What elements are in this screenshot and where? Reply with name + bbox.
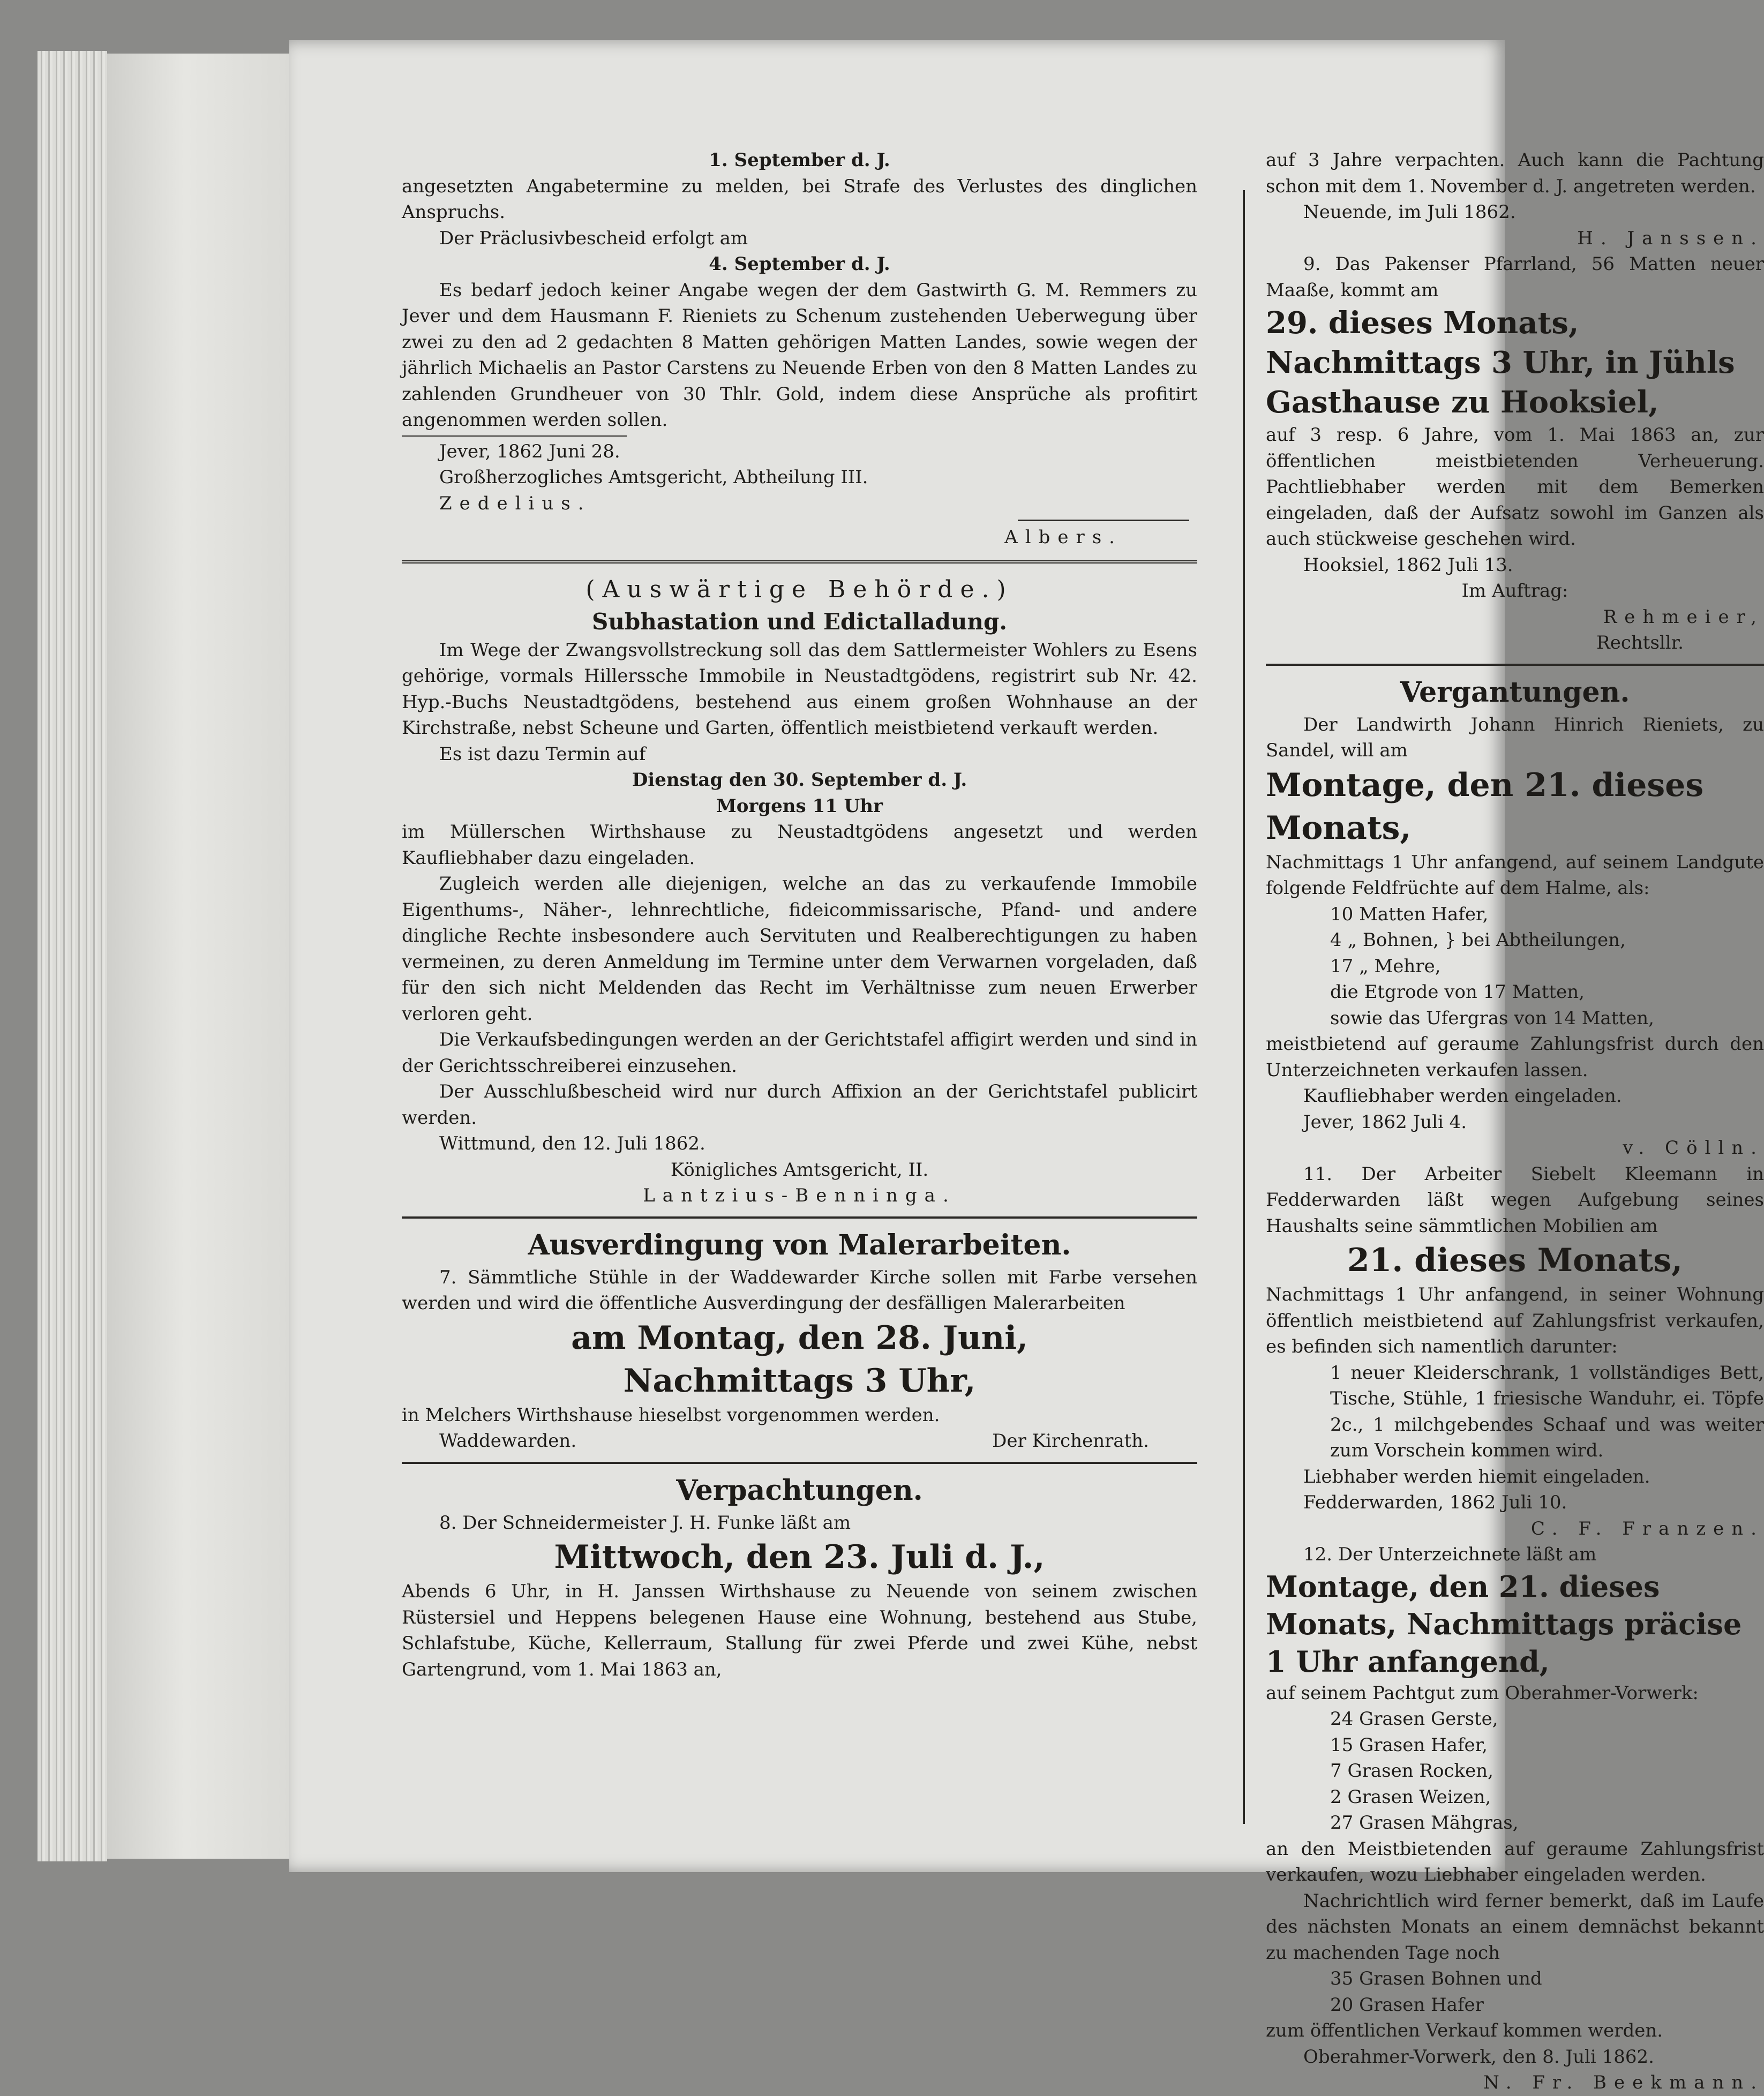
section-rule (402, 1462, 1197, 1464)
place-date: Oberahmer-Vorwerk, den 8. Juli 1862. (1303, 2046, 1654, 2068)
text-line: 12. Der Unterzeichnete läßt am (1303, 1544, 1597, 1565)
book-page-edges (37, 51, 107, 1861)
signature: Rehmeier, (1603, 606, 1764, 628)
list-item: 10 Matten Hafer, (1330, 903, 1489, 925)
list-item: 7 Grasen Rocken, (1330, 1760, 1493, 1782)
list-item: 35 Grasen Bohnen und (1330, 1968, 1542, 1989)
text-line: Kaufliebhaber werden eingeladen. (1303, 1085, 1622, 1107)
list-item: 27 Grasen Mähgras, (1330, 1812, 1519, 1834)
section-rule (402, 1216, 1197, 1219)
text-block: auf 3 Jahre verpachten. Auch kann die Pachtung schon mit dem 1. November d. J. angetreten werden. (1266, 149, 1764, 197)
text-line: Der Präclusivbescheid erfolgt am (439, 227, 748, 249)
text-line: zum öffentlichen Verkauf kommen werden. (1266, 2020, 1663, 2041)
section-rule (402, 560, 1197, 564)
place: Waddewarden. (439, 1430, 577, 1452)
date-heading-large: Mittwoch, den 23. Juli d. J., (554, 1538, 1045, 1576)
text-block: Nachrichtlich wird ferner bemerkt, daß im Laufe des nächsten Monats an einem demnächst bekannt zu machenden Tage noch (1266, 1890, 1764, 1964)
text-block: im Müllerschen Wirthshause zu Neustadtgödens angesetzt und werden Kaufliebhaber dazu eingeladen. (402, 821, 1197, 869)
list-item: 20 Grasen Hafer (1330, 1994, 1484, 2016)
place-date: Neuende, im Juli 1862. (1303, 201, 1516, 223)
place-date: Fedderwarden, 1862 Juli 10. (1303, 1492, 1567, 1513)
date-heading: 1. September d. J. (709, 149, 890, 171)
signature: H. Janssen. (1577, 227, 1764, 249)
text-block: 9. Das Pakenser Pfarrland, 56 Matten neuer Maaße, kommt am (1266, 253, 1764, 301)
list-item: 2 Grasen Weizen, (1330, 1786, 1491, 1808)
section-heading: Verpachtungen. (676, 1474, 923, 1507)
time-heading: Morgens 11 Uhr (716, 795, 883, 817)
book-gutter (107, 54, 300, 1859)
short-rule (402, 435, 627, 437)
signature: v. Cölln. (1623, 1137, 1764, 1159)
short-rule (1018, 520, 1189, 521)
text-block: Nachmittags 1 Uhr anfangend, auf seinem Landgute folgende Feldfrüchte auf dem Halme, als: (1266, 851, 1764, 899)
newspaper-page (289, 40, 1764, 2093)
text-block: auf 3 resp. 6 Jahre, vom 1. Mai 1863 an, zur öffentlichen meistbietenden Verheuerung. Pachtliebhaber werden mit dem Bemerken eingeladen, daß der Aufsatz sowohl im Ganzen als auch stückweise geschehen wird. (1266, 424, 1764, 550)
list-item: die Etgrode von 17 Matten, (1330, 981, 1585, 1003)
signature: Zedelius. (439, 492, 591, 514)
text-block: meistbietend auf geraume Zahlungsfrist durch den Unterzeichneten verkaufen lassen. (1266, 1033, 1764, 1081)
text-block: Zugleich werden alle diejenigen, welche an das zu verkaufende Immobile Eigenthums-, Näher-, lehnrechtliche, fideicommissarische, Pfand- und andere dingliche Rechte insbesondere auch Servituten und Realberechtigungen zu haben vermeinen, zu deren Anmeldung im Termine unter dem Verwarnen vorgeladen, daß für den sich nicht Meldenden das Recht im Verhältnisse zum neuen Erwerber verloren geht. (402, 873, 1197, 1025)
signature: Der Kirchenrath. (992, 1430, 1149, 1452)
text-block: angesetzten Angabetermine zu melden, bei Strafe des Verlustes des dinglichen Anspruchs. (402, 175, 1197, 223)
text-block: an den Meistbietenden auf geraume Zahlungsfrist verkaufen, wozu Liebhaber eingeladen werden. (1266, 1838, 1764, 1885)
signature-row (402, 1428, 1197, 1454)
date-heading: 4. September d. J. (709, 253, 890, 275)
time-heading-large: Nachmittags 3 Uhr, (623, 1362, 976, 1400)
authority-line: Großherzogliches Amtsgericht, Abtheilung III. (439, 467, 868, 488)
place-date: Wittmund, den 12. Juli 1862. (439, 1133, 705, 1154)
list-item: 17 „ Mehre, (1330, 955, 1441, 977)
text-block: Nachmittags 1 Uhr anfangend, in seiner Wohnung öffentlich meistbietend auf Zahlungsfrist verkaufen, es befinden sich namentlich darunter: (1266, 1284, 1764, 1357)
text-block: in Melchers Wirthshause hieselbst vorgenommen werden. (402, 1404, 940, 1426)
text-line: Im Auftrag: (1461, 580, 1568, 602)
place-date: Hooksiel, 1862 Juli 13. (1303, 554, 1513, 576)
date-heading-large: 21. dieses Monats, (1347, 1242, 1683, 1279)
text-line: Liebhaber werden hiemit eingeladen. (1303, 1466, 1650, 1488)
date-heading-large: 29. dieses Monats, Nachmittags 3 Uhr, in Jühls Gasthause zu Hooksiel, (1266, 305, 1735, 420)
signature: Albers. (1004, 527, 1122, 548)
date-heading-large: Montage, den 21. dieses Monats, Nachmittags präcise 1 Uhr anfangend, (1266, 1569, 1742, 1679)
text-block: 1 neuer Kleiderschrank, 1 vollständiges Bett, Tische, Stühle, 1 friesische Wanduhr, ei. Töpfe 2c., 1 milchgebendes Schaaf und was weiter zum Vorschein kommen wird. (1330, 1362, 1764, 1461)
list-item: 4 „ Bohnen, } bei Abtheilungen, (1330, 929, 1626, 951)
text-block: 11. Der Arbeiter Siebelt Kleemann in Fedderwarden läßt wegen Aufgebung seines Haushalts seine sämmtlichen Mobilien am (1266, 1163, 1764, 1237)
left-column (402, 147, 1197, 1682)
text-block: Der Ausschlußbescheid wird nur durch Affixion an der Gerichtstafel publicirt werden. (402, 1081, 1197, 1129)
section-heading: Vergantungen. (1400, 675, 1630, 709)
list-item: 24 Grasen Gerste, (1330, 1708, 1498, 1730)
text-line: Es ist dazu Termin auf (439, 743, 646, 765)
section-heading: (Auswärtige Behörde.) (586, 575, 1014, 603)
right-column (1266, 147, 1764, 2096)
date-heading-large: Montage, den 21. dieses Monats, (1266, 766, 1704, 847)
place-date: Jever, 1862 Juli 4. (1303, 1111, 1467, 1133)
text-block: 7. Sämmtliche Stühle in der Waddewarder Kirche sollen mit Farbe versehen werden und wird die öffentliche Ausverdingung der desfälligen Malerarbeiten (402, 1266, 1197, 1314)
column-divider (1243, 190, 1245, 1824)
text-block: Es bedarf jedoch keiner Angabe wegen der dem Gastwirth G. M. Remmers zu Jever und dem Hausmann F. Rieniets zu Schenum zustehenden Ueberwegung über zwei zu den ad 2 gedachten 8 Matten gehörigen Matten Landes, sowie wegen der jährlich Michaelis an Pastor Carstens zu Neuende Erben von den 8 Matten Landes zu zahlenden Grundheuer von 30 Thlr. Gold, indem diese Ansprüche als profitirt angenommen werden sollen. (402, 279, 1197, 431)
signature-title: Rechtsllr. (1596, 632, 1684, 653)
list-item: 15 Grasen Hafer, (1330, 1734, 1488, 1756)
text-line: auf seinem Pachtgut zum Oberahmer-Vorwerk: (1266, 1682, 1699, 1704)
place-date: Jever, 1862 Juni 28. (439, 440, 620, 462)
text-line: 8. Der Schneidermeister J. H. Funke läßt am (439, 1512, 851, 1534)
text-block: Abends 6 Uhr, in H. Janssen Wirthshause zu Neuende von seinem zwischen Rüstersiel und Heppens belegenen Hause eine Wohnung, bestehend aus Stube, Schlafstube, Küche, Kellerraum, Stallung für zwei Pferde und zwei Kühe, nebst Gartengrund, vom 1. Mai 1863 an, (402, 1581, 1197, 1680)
signature: Lantzius-Benninga. (643, 1185, 956, 1206)
date-heading: Dienstag den 30. September d. J. (632, 769, 967, 791)
text-block: Der Landwirth Johann Hinrich Rieniets, zu Sandel, will am (1266, 713, 1764, 761)
text-block: Im Wege der Zwangsvollstreckung soll das dem Sattlermeister Wohlers zu Esens gehörige, vormals Hillerssche Immobile in Neustadtgödens, registrirt sub Nr. 42. Hyp.-Buchs Neustadtgödens, bestehend aus einem großen Wohnhause an der Kirchstraße, nebst Scheune und Garten, öffentlich meistbietend verkauft werden. (402, 639, 1197, 739)
notice-title: Subhastation und Edictalladung. (592, 608, 1007, 635)
section-rule (1266, 664, 1764, 666)
authority-line: Königliches Amtsgericht, II. (670, 1159, 929, 1181)
list-item: sowie das Ufergras von 14 Matten, (1330, 1007, 1654, 1029)
date-heading-large: am Montag, den 28. Juni, (571, 1319, 1028, 1357)
section-heading: Ausverdingung von Malerarbeiten. (528, 1228, 1071, 1261)
signature: C. F. Franzen. (1530, 1517, 1764, 1539)
text-block: Die Verkaufsbedingungen werden an der Gerichtstafel affigirt werden und sind in der Gerichtsschreiberei einzusehen. (402, 1029, 1197, 1077)
signature: N. Fr. Beekmann. (1483, 2072, 1764, 2093)
